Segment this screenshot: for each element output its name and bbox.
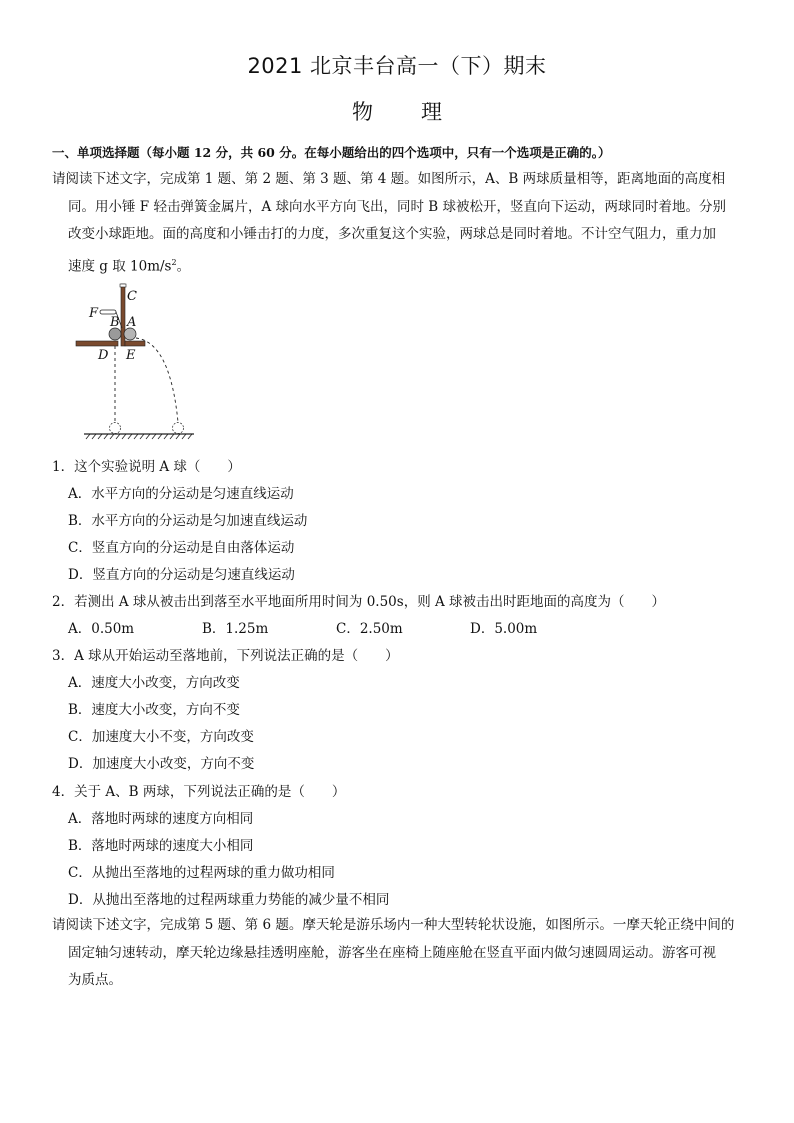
q3-option-d: D．加速度大小改变，方向不变 bbox=[68, 756, 255, 772]
label-c: C bbox=[127, 289, 137, 304]
ground-hatch bbox=[86, 434, 192, 439]
q2-option-b: B．1.25m bbox=[202, 621, 269, 637]
trajectory-a bbox=[136, 338, 178, 422]
passage-2-line-3: 为质点。 bbox=[68, 972, 122, 988]
ball-b-landed bbox=[110, 423, 121, 434]
label-a: A bbox=[127, 315, 137, 330]
exam-title: 2021 北京丰台高一（下）期末 bbox=[247, 54, 547, 78]
label-b: B bbox=[110, 315, 120, 330]
passage-2-line-2: 固定轴匀速转动，摩天轮边缘悬挂透明座舱，游客坐在座椅上随座舱在竖直平面内做匀速圆周运动。游客可视 bbox=[68, 944, 716, 961]
q3-option-c: C．加速度大小不变，方向改变 bbox=[68, 729, 254, 745]
q4-option-d: D．从抛出至落地的过程两球重力势能的减少量不相同 bbox=[68, 892, 390, 908]
q1-option-a: A．水平方向的分运动是匀速直线运动 bbox=[68, 486, 294, 502]
q1-option-c: C．竖直方向的分运动是自由落体运动 bbox=[68, 540, 295, 556]
q4-option-a: A．落地时两球的速度方向相同 bbox=[68, 811, 254, 827]
label-f: F bbox=[89, 306, 99, 321]
exam-subject: 物理 bbox=[352, 100, 490, 124]
q2-option-a: A．0.50m bbox=[68, 621, 135, 637]
passage-1 bbox=[52, 166, 752, 281]
hammer-f bbox=[100, 310, 116, 314]
board-d bbox=[76, 341, 118, 346]
q3-stem: 3．A 球从开始运动至落地前，下列说法正确的是（ ） bbox=[52, 648, 399, 664]
board-e bbox=[125, 341, 145, 346]
q2-option-c: C．2.50m bbox=[336, 621, 403, 637]
label-e: E bbox=[126, 348, 136, 363]
q4-option-c: C．从抛出至落地的过程两球的重力做功相同 bbox=[68, 865, 335, 881]
q4-option-b: B．落地时两球的速度大小相同 bbox=[68, 838, 254, 854]
stand-c-top bbox=[120, 284, 126, 287]
q1-option-b: B．水平方向的分运动是匀加速直线运动 bbox=[68, 513, 308, 529]
passage-2-line-1: 请阅读下述文字，完成第 5 题、第 6 题。摩天轮是游乐场内一种大型转轮状设施，如图所示。一摩天轮正绕中间的 bbox=[52, 917, 735, 933]
q3-option-a: A．速度大小改变，方向改变 bbox=[68, 675, 240, 691]
q2-stem: 2．若测出 A 球从被击出到落至水平地面所用时间为 0.50s，则 A 球被击出时距地面的高度为（ ） bbox=[52, 594, 666, 610]
experiment-diagram bbox=[70, 280, 200, 440]
q2-options bbox=[68, 617, 604, 637]
passage-2 bbox=[52, 912, 752, 995]
passage-1-line-1: 请阅读下述文字，完成第 1 题、第 2 题、第 3 题、第 4 题。如图所示，A、B 两球质量相等，距离地面的高度相 bbox=[52, 171, 726, 187]
passage-1-line-3: 改变小球距地。面的高度和小锤击打的力度，多次重复这个实验，两球总是同时着地。不计空气阻力，重力加 bbox=[68, 226, 716, 242]
q1-stem: 1．这个实验说明 A 球（ ） bbox=[52, 459, 241, 475]
ball-a-landed bbox=[173, 423, 184, 434]
section-heading: 一、单项选择题（每小题 12 分，共 60 分。在每小题给出的四个选项中，只有一个选项是正确的。） bbox=[52, 145, 611, 160]
label-d: D bbox=[98, 348, 109, 363]
q2-option-d: D．5.00m bbox=[470, 621, 538, 637]
q1-option-d: D．竖直方向的分运动是匀速直线运动 bbox=[68, 567, 295, 583]
passage-1-line-4: 速度 g 取 $10m/s^2$。 bbox=[68, 257, 191, 274]
q4-stem: 4．关于 A、B 两球，下列说法正确的是（ ） bbox=[52, 784, 346, 800]
passage-1-line-2: 同。用小锤 F 轻击弹簧金属片，A 球向水平方向飞出，同时 B 球被松开，竖直向下运动，两球同时着地。分别 bbox=[68, 198, 726, 215]
q3-option-b: B．速度大小改变，方向不变 bbox=[68, 702, 240, 718]
